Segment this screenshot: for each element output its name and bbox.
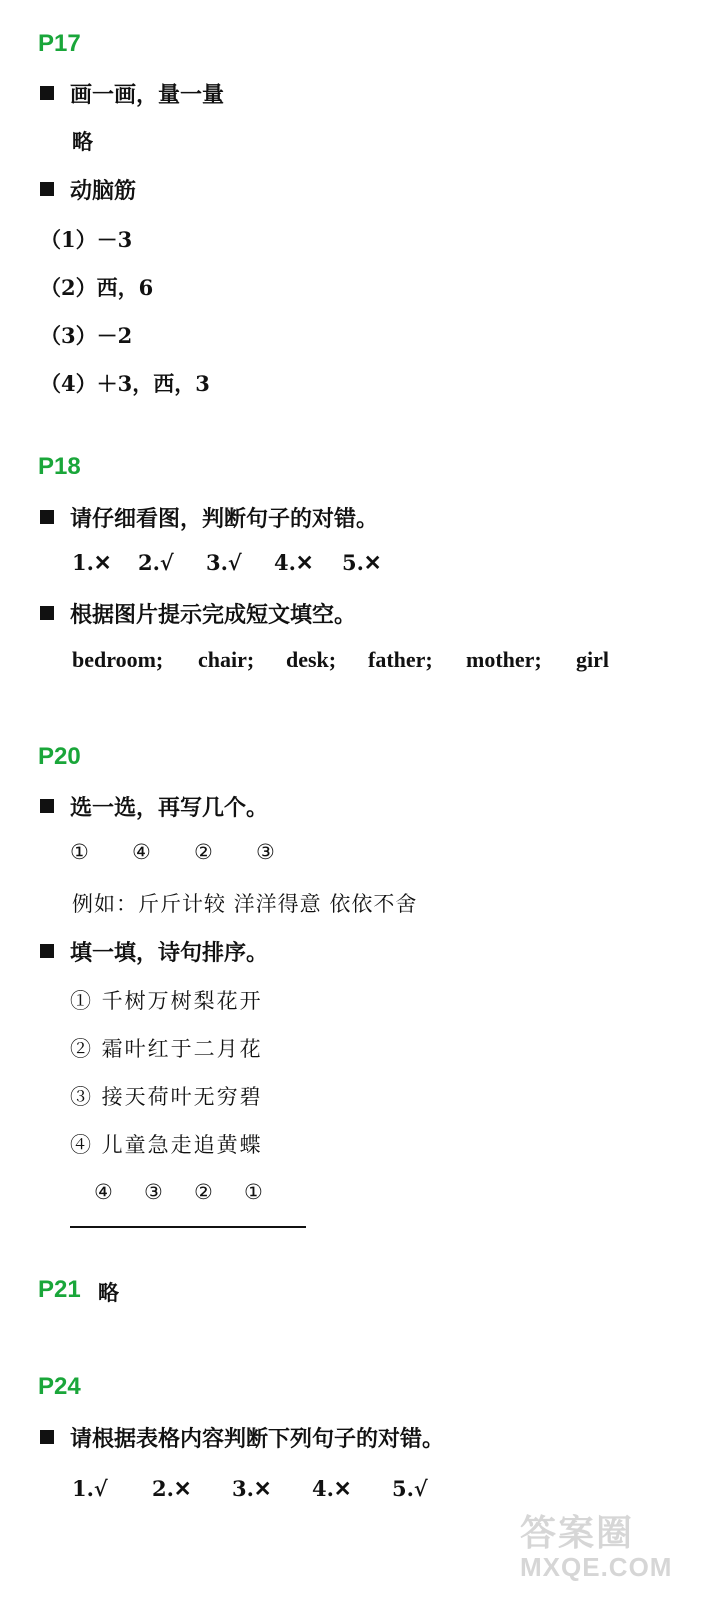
answer-item: 4.✕ bbox=[312, 1476, 352, 1501]
section-heading: 动脑筋 bbox=[70, 179, 137, 204]
bullet-icon bbox=[40, 799, 54, 813]
answer-row bbox=[72, 550, 382, 575]
answer-item: ① bbox=[70, 840, 91, 864]
answer-item: chair; bbox=[198, 647, 255, 672]
answer-item: 4.✕ bbox=[274, 550, 314, 575]
answer-item: 3.✕ bbox=[232, 1476, 272, 1501]
answer-item: （3）－2 bbox=[40, 323, 133, 348]
answer-underline bbox=[70, 1226, 306, 1228]
answer-item: ② bbox=[194, 840, 215, 864]
answer-text: 略 bbox=[72, 129, 93, 154]
answer-row bbox=[72, 1476, 428, 1501]
answer-item: girl bbox=[576, 647, 609, 672]
bullet-icon bbox=[40, 86, 54, 100]
answer-item: （4）＋3，西，3 bbox=[40, 371, 210, 396]
section-heading: 画一画，量一量 bbox=[70, 83, 225, 108]
answer-item: ③ bbox=[256, 840, 277, 864]
order-item: ③ bbox=[144, 1180, 165, 1204]
answer-item: ④ bbox=[132, 840, 153, 864]
page-label-p24: P24 bbox=[38, 1373, 81, 1400]
answer-item: 2.√ bbox=[138, 550, 174, 575]
answer-item: father; bbox=[368, 647, 433, 672]
answer-item: 1.✕ bbox=[72, 550, 112, 575]
answer-item: 5.✕ bbox=[342, 550, 382, 575]
page-label-p20: P20 bbox=[38, 743, 81, 770]
page-label-p17: P17 bbox=[38, 30, 81, 57]
poem-line: ① 千树万树梨花开 bbox=[70, 989, 263, 1013]
order-item: ① bbox=[244, 1180, 265, 1204]
answer-item: mother; bbox=[466, 647, 542, 672]
answer-item: bedroom; bbox=[72, 647, 164, 672]
answer-item: 1.√ bbox=[72, 1476, 108, 1501]
bullet-icon bbox=[40, 510, 54, 524]
answer-item: 2.✕ bbox=[152, 1476, 192, 1501]
answer-item: 5.√ bbox=[392, 1476, 428, 1501]
page-label-p21: P21 bbox=[38, 1276, 81, 1303]
answer-text: 略 bbox=[98, 1280, 119, 1305]
poem-line: ④ 儿童急走追黄蝶 bbox=[70, 1133, 263, 1157]
answer-row bbox=[70, 840, 277, 864]
answer-item: 3.√ bbox=[206, 550, 242, 575]
bullet-icon bbox=[40, 182, 54, 196]
section-heading: 选一选，再写几个。 bbox=[70, 796, 269, 821]
answer-item: desk; bbox=[286, 647, 337, 672]
watermark-top: 答案圈 bbox=[520, 1512, 635, 1553]
section-heading: 填一填，诗句排序。 bbox=[70, 941, 269, 966]
bullet-icon bbox=[40, 1430, 54, 1444]
answer-item: （2）西，6 bbox=[40, 275, 154, 300]
example-text: 例如：斤斤计较 洋洋得意 依依不舍 bbox=[72, 892, 418, 916]
order-item: ② bbox=[194, 1180, 215, 1204]
watermark-logo bbox=[520, 1505, 672, 1583]
poem-line: ③ 接天荷叶无穷碧 bbox=[70, 1085, 263, 1109]
order-answer bbox=[94, 1180, 265, 1204]
bullet-icon bbox=[40, 606, 54, 620]
section-heading: 请根据表格内容判断下列句子的对错。 bbox=[70, 1427, 445, 1452]
watermark-bottom: MXQE.COM bbox=[520, 1552, 673, 1582]
bullet-icon bbox=[40, 944, 54, 958]
answer-item: （1）－3 bbox=[40, 227, 133, 252]
page-label-p18: P18 bbox=[38, 453, 81, 480]
order-item: ④ bbox=[94, 1180, 115, 1204]
answer-row bbox=[72, 647, 609, 673]
section-heading: 请仔细看图，判断句子的对错。 bbox=[70, 507, 379, 532]
section-heading: 根据图片提示完成短文填空。 bbox=[70, 603, 357, 628]
poem-line: ② 霜叶红于二月花 bbox=[70, 1037, 263, 1061]
